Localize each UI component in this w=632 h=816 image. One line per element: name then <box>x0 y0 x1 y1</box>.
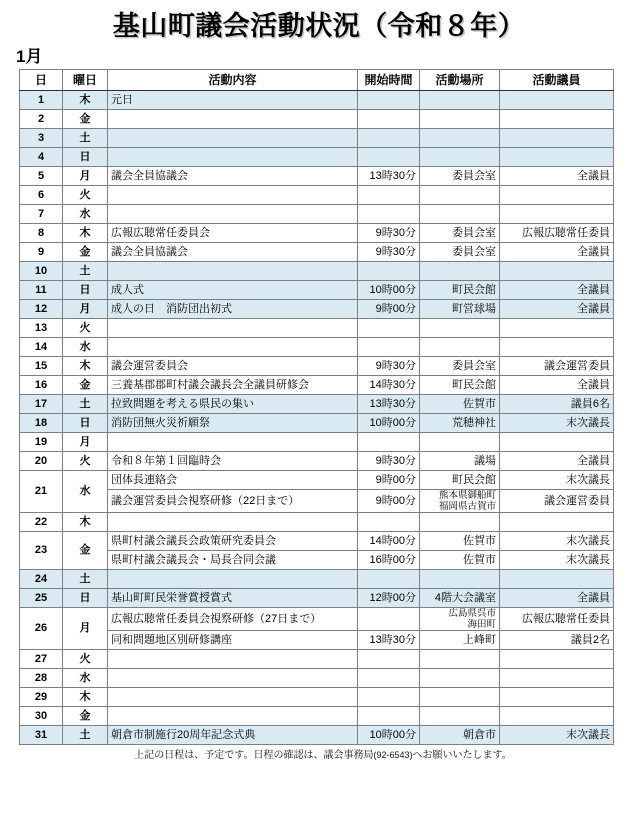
cell-day: 3 <box>20 129 63 148</box>
cell-start-time: 9時30分 <box>358 243 420 262</box>
table-row <box>20 110 614 129</box>
cell-day: 28 <box>20 669 63 688</box>
cell-place <box>420 262 500 281</box>
table-row <box>20 300 614 319</box>
cell-members: 議会運営委員 <box>500 490 614 513</box>
schedule-page <box>0 9 632 816</box>
cell-activity: 県町村議会議長会政策研究委員会 <box>108 532 358 551</box>
cell-place <box>420 513 500 532</box>
cell-day: 21 <box>20 471 63 513</box>
cell-activity: 成人式 <box>108 281 358 300</box>
cell-activity <box>108 669 358 688</box>
cell-day-of-week: 水 <box>63 338 108 357</box>
cell-activity: 基山町町民栄誉賞授賞式 <box>108 589 358 608</box>
cell-members <box>500 433 614 452</box>
cell-start-time <box>358 650 420 669</box>
table-row <box>20 338 614 357</box>
cell-day-of-week: 金 <box>63 243 108 262</box>
table-row <box>20 186 614 205</box>
cell-members: 全議員 <box>500 376 614 395</box>
cell-start-time <box>358 433 420 452</box>
cell-activity <box>108 262 358 281</box>
cell-place <box>420 110 500 129</box>
table-row <box>20 471 614 490</box>
cell-day-of-week: 土 <box>63 570 108 589</box>
cell-place: 委員会室 <box>420 224 500 243</box>
cell-day: 19 <box>20 433 63 452</box>
table-row <box>20 688 614 707</box>
cell-members: 全議員 <box>500 300 614 319</box>
cell-activity <box>108 186 358 205</box>
table-row <box>20 650 614 669</box>
cell-members: 議員2名 <box>500 631 614 650</box>
cell-day-of-week: 水 <box>63 669 108 688</box>
cell-day-of-week: 日 <box>63 414 108 433</box>
cell-day-of-week: 金 <box>63 110 108 129</box>
cell-day-of-week: 火 <box>63 319 108 338</box>
table-row <box>20 319 614 338</box>
table-row <box>20 631 614 650</box>
table-row <box>20 589 614 608</box>
table-row <box>20 376 614 395</box>
cell-activity: 元日 <box>108 91 358 110</box>
cell-place: 町民会館 <box>420 471 500 490</box>
table-row <box>20 357 614 376</box>
cell-start-time: 13時30分 <box>358 631 420 650</box>
cell-activity: 拉致問題を考える県民の集い <box>108 395 358 414</box>
table-row <box>20 262 614 281</box>
table-body <box>20 91 614 745</box>
cell-start-time: 10時00分 <box>358 414 420 433</box>
cell-activity <box>108 570 358 589</box>
cell-place <box>420 669 500 688</box>
cell-start-time: 10時00分 <box>358 281 420 300</box>
cell-place: 町民会館 <box>420 281 500 300</box>
cell-day: 4 <box>20 148 63 167</box>
cell-place: 町民会館 <box>420 376 500 395</box>
cell-place <box>420 433 500 452</box>
cell-members <box>500 707 614 726</box>
cell-members: 末次議長 <box>500 414 614 433</box>
column-header-members: 活動議員 <box>500 70 614 91</box>
cell-activity: 議会運営委員会視察研修（22日まで） <box>108 490 358 513</box>
table-row <box>20 205 614 224</box>
cell-place: 荒穂神社 <box>420 414 500 433</box>
column-header-activity: 活動内容 <box>108 70 358 91</box>
cell-activity: 同和問題地区別研修講座 <box>108 631 358 650</box>
cell-activity: 団体長連絡会 <box>108 471 358 490</box>
cell-members <box>500 513 614 532</box>
cell-start-time <box>358 91 420 110</box>
cell-place <box>420 707 500 726</box>
cell-activity <box>108 319 358 338</box>
cell-place <box>420 570 500 589</box>
table-row <box>20 490 614 513</box>
cell-day: 22 <box>20 513 63 532</box>
cell-day-of-week: 木 <box>63 513 108 532</box>
footnote-text-after: へお願いいたします。 <box>412 750 512 761</box>
activity-schedule-table <box>19 69 614 745</box>
cell-start-time <box>358 570 420 589</box>
cell-activity: 広報広聴常任委員会視察研修（27日まで） <box>108 608 358 631</box>
cell-members: 議員6名 <box>500 395 614 414</box>
cell-activity: 議会運営委員会 <box>108 357 358 376</box>
month-label: 1月 <box>16 47 43 66</box>
table-row <box>20 551 614 570</box>
cell-members <box>500 205 614 224</box>
cell-start-time <box>358 148 420 167</box>
cell-day-of-week: 月 <box>63 433 108 452</box>
cell-members: 末次議長 <box>500 471 614 490</box>
cell-members <box>500 338 614 357</box>
cell-place: 町営球場 <box>420 300 500 319</box>
cell-activity: 三養基郡郡町村議会議長会全議員研修会 <box>108 376 358 395</box>
cell-activity: 議会全員協議会 <box>108 167 358 186</box>
cell-start-time <box>358 513 420 532</box>
column-header-start-time: 開始時間 <box>358 70 420 91</box>
cell-activity <box>108 707 358 726</box>
cell-place: 朝倉市 <box>420 726 500 745</box>
cell-day: 11 <box>20 281 63 300</box>
cell-members <box>500 110 614 129</box>
cell-day-of-week: 日 <box>63 281 108 300</box>
table-row <box>20 707 614 726</box>
cell-day-of-week: 水 <box>63 205 108 224</box>
cell-place <box>420 129 500 148</box>
cell-activity: 議会全員協議会 <box>108 243 358 262</box>
cell-place: 佐賀市 <box>420 395 500 414</box>
cell-place <box>420 91 500 110</box>
cell-day-of-week: 火 <box>63 186 108 205</box>
cell-day-of-week: 土 <box>63 726 108 745</box>
cell-start-time <box>358 262 420 281</box>
cell-day: 12 <box>20 300 63 319</box>
cell-start-time <box>358 669 420 688</box>
cell-day-of-week: 土 <box>63 395 108 414</box>
cell-day-of-week: 日 <box>63 148 108 167</box>
table-row <box>20 281 614 300</box>
table-row <box>20 513 614 532</box>
cell-day-of-week: 月 <box>63 608 108 650</box>
cell-day: 13 <box>20 319 63 338</box>
header-row <box>20 70 614 91</box>
cell-day-of-week: 日 <box>63 589 108 608</box>
table-row <box>20 452 614 471</box>
cell-start-time: 9時00分 <box>358 300 420 319</box>
cell-start-time: 10時00分 <box>358 726 420 745</box>
cell-members <box>500 669 614 688</box>
cell-place: 4階大会議室 <box>420 589 500 608</box>
cell-day-of-week: 木 <box>63 688 108 707</box>
cell-members <box>500 262 614 281</box>
cell-day: 20 <box>20 452 63 471</box>
cell-day: 24 <box>20 570 63 589</box>
cell-activity: 令和８年第１回臨時会 <box>108 452 358 471</box>
cell-activity <box>108 338 358 357</box>
table-row <box>20 224 614 243</box>
cell-day: 1 <box>20 91 63 110</box>
cell-day: 23 <box>20 532 63 570</box>
cell-activity <box>108 650 358 669</box>
cell-day-of-week: 月 <box>63 300 108 319</box>
cell-day-of-week: 月 <box>63 167 108 186</box>
table-row <box>20 570 614 589</box>
cell-members <box>500 650 614 669</box>
cell-start-time <box>358 688 420 707</box>
cell-start-time: 9時30分 <box>358 452 420 471</box>
cell-place: 熊本県御船町 福岡県古賀市 <box>420 490 500 513</box>
cell-members: 全議員 <box>500 281 614 300</box>
cell-day: 18 <box>20 414 63 433</box>
cell-activity: 広報広聴常任委員会 <box>108 224 358 243</box>
cell-start-time <box>358 186 420 205</box>
cell-place: 議場 <box>420 452 500 471</box>
cell-place: 上峰町 <box>420 631 500 650</box>
cell-day-of-week: 火 <box>63 452 108 471</box>
cell-members <box>500 186 614 205</box>
cell-day: 10 <box>20 262 63 281</box>
cell-day: 7 <box>20 205 63 224</box>
cell-members: 全議員 <box>500 452 614 471</box>
cell-activity: 成人の日 消防団出初式 <box>108 300 358 319</box>
column-header-day: 日 <box>20 70 63 91</box>
footnote <box>0 749 632 762</box>
cell-start-time: 14時00分 <box>358 532 420 551</box>
cell-members: 広報広聴常任委員 <box>500 224 614 243</box>
table-row <box>20 433 614 452</box>
cell-place <box>420 205 500 224</box>
cell-day-of-week: 金 <box>63 707 108 726</box>
cell-day: 2 <box>20 110 63 129</box>
cell-activity <box>108 513 358 532</box>
cell-day-of-week: 火 <box>63 650 108 669</box>
cell-members: 末次議長 <box>500 532 614 551</box>
page-title: 基山町議会活動状況（令和８年） <box>112 11 526 41</box>
table-row <box>20 414 614 433</box>
cell-day: 6 <box>20 186 63 205</box>
cell-day-of-week: 木 <box>63 224 108 243</box>
cell-start-time <box>358 338 420 357</box>
cell-place: 委員会室 <box>420 357 500 376</box>
cell-activity <box>108 433 358 452</box>
cell-day: 31 <box>20 726 63 745</box>
cell-place: 広島県呉市 海田町 <box>420 608 500 631</box>
table-row <box>20 726 614 745</box>
table-row <box>20 243 614 262</box>
cell-place: 佐賀市 <box>420 551 500 570</box>
footnote-text-before: 上記の日程は、予定です。日程の確認は、議会事務局 <box>134 750 374 761</box>
cell-activity <box>108 129 358 148</box>
cell-place <box>420 650 500 669</box>
cell-day: 14 <box>20 338 63 357</box>
cell-start-time <box>358 110 420 129</box>
cell-place <box>420 319 500 338</box>
table-row <box>20 669 614 688</box>
cell-activity: 朝倉市制施行20周年記念式典 <box>108 726 358 745</box>
cell-day: 30 <box>20 707 63 726</box>
cell-activity <box>108 110 358 129</box>
cell-place <box>420 688 500 707</box>
cell-day-of-week: 木 <box>63 91 108 110</box>
cell-activity <box>108 688 358 707</box>
cell-place <box>420 148 500 167</box>
cell-activity: 消防団無火災祈願祭 <box>108 414 358 433</box>
cell-day: 17 <box>20 395 63 414</box>
cell-day: 5 <box>20 167 63 186</box>
cell-place: 委員会室 <box>420 243 500 262</box>
cell-day: 9 <box>20 243 63 262</box>
cell-activity <box>108 205 358 224</box>
table-row <box>20 129 614 148</box>
table-row <box>20 608 614 631</box>
cell-start-time: 13時30分 <box>358 395 420 414</box>
cell-start-time: 14時30分 <box>358 376 420 395</box>
cell-start-time <box>358 319 420 338</box>
cell-day: 26 <box>20 608 63 650</box>
cell-day: 25 <box>20 589 63 608</box>
table-row <box>20 532 614 551</box>
table-row <box>20 148 614 167</box>
cell-members <box>500 688 614 707</box>
cell-place <box>420 338 500 357</box>
cell-day-of-week: 金 <box>63 376 108 395</box>
cell-day: 29 <box>20 688 63 707</box>
cell-start-time <box>358 205 420 224</box>
cell-members: 全議員 <box>500 167 614 186</box>
cell-members <box>500 129 614 148</box>
table-row <box>20 167 614 186</box>
table-row <box>20 91 614 110</box>
cell-start-time <box>358 129 420 148</box>
cell-members <box>500 570 614 589</box>
cell-members: 末次議長 <box>500 726 614 745</box>
cell-members <box>500 91 614 110</box>
cell-day: 16 <box>20 376 63 395</box>
cell-day-of-week: 木 <box>63 357 108 376</box>
cell-members: 全議員 <box>500 589 614 608</box>
cell-members <box>500 148 614 167</box>
cell-place: 委員会室 <box>420 167 500 186</box>
cell-members: 末次議長 <box>500 551 614 570</box>
table-header <box>20 70 614 91</box>
cell-start-time: 12時00分 <box>358 589 420 608</box>
cell-start-time <box>358 707 420 726</box>
cell-members: 広報広聴常任委員 <box>500 608 614 631</box>
cell-day-of-week: 土 <box>63 262 108 281</box>
cell-members: 議会運営委員 <box>500 357 614 376</box>
column-header-place: 活動場所 <box>420 70 500 91</box>
cell-day: 8 <box>20 224 63 243</box>
cell-members <box>500 319 614 338</box>
column-header-dow: 曜日 <box>63 70 108 91</box>
cell-place <box>420 186 500 205</box>
cell-start-time <box>358 608 420 631</box>
cell-activity <box>108 148 358 167</box>
footnote-phone: (92-6543) <box>373 750 413 760</box>
cell-day-of-week: 水 <box>63 471 108 513</box>
cell-day-of-week: 土 <box>63 129 108 148</box>
cell-activity: 県町村議会議長会・局長合同会議 <box>108 551 358 570</box>
cell-start-time: 9時00分 <box>358 471 420 490</box>
cell-members: 全議員 <box>500 243 614 262</box>
table-row <box>20 395 614 414</box>
cell-day: 15 <box>20 357 63 376</box>
cell-start-time: 9時00分 <box>358 490 420 513</box>
cell-place: 佐賀市 <box>420 532 500 551</box>
cell-start-time: 9時30分 <box>358 224 420 243</box>
cell-start-time: 13時30分 <box>358 167 420 186</box>
cell-start-time: 16時00分 <box>358 551 420 570</box>
cell-start-time: 9時30分 <box>358 357 420 376</box>
cell-day: 27 <box>20 650 63 669</box>
cell-day-of-week: 金 <box>63 532 108 570</box>
